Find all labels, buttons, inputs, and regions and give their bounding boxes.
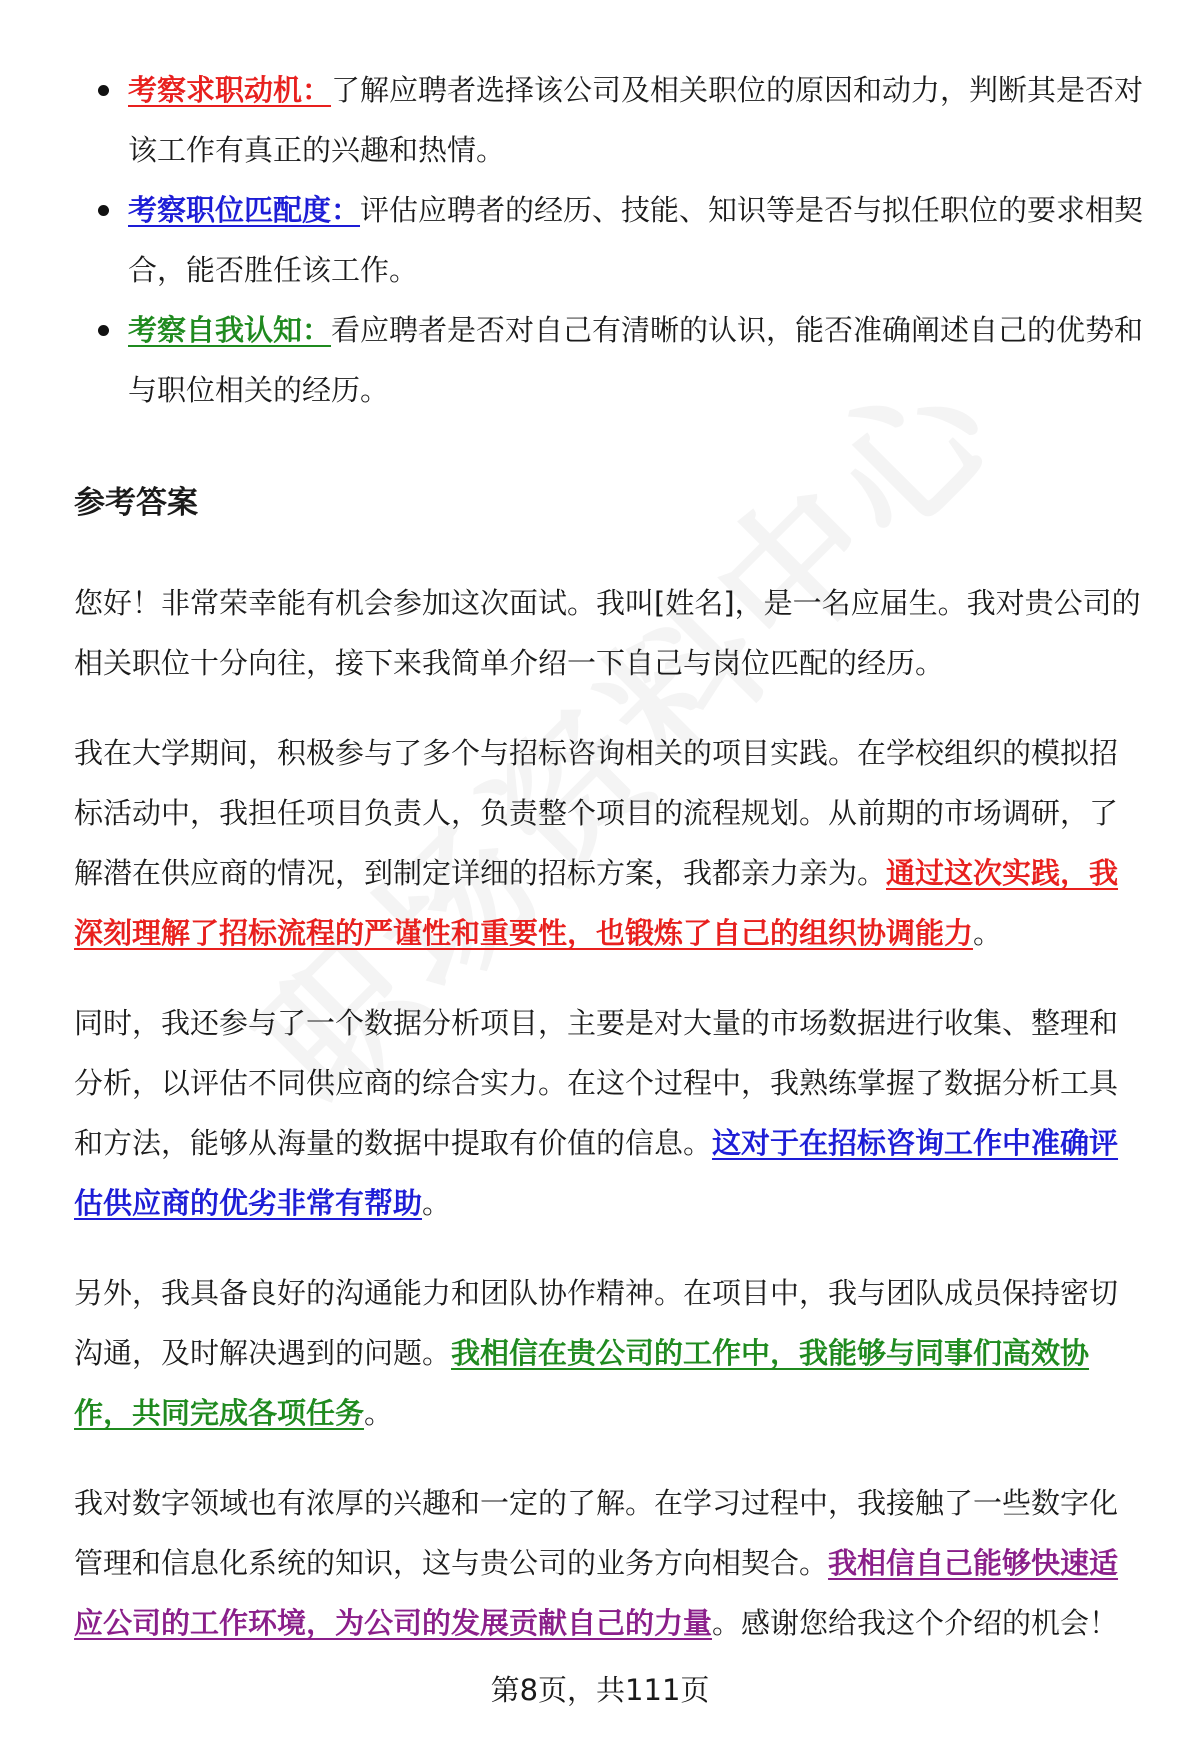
bullet-item-self-awareness (74, 300, 1144, 420)
paragraph-tail: 。感谢您给我这个介绍的机会！ (712, 1606, 1119, 1640)
paragraph-text: 同时，我还参与了一个数据分析项目，主要是对大量的市场数据进行收集、整理和分析，以评估不同供应商的综合实力。在这个过程中，我熟练掌握了数据分析工具和方法，能够从海量的数据中提取有价值的信息。 (74, 1006, 1119, 1160)
answer-paragraph-intro (74, 573, 1144, 693)
paragraph-highlight: 我相信自己能够快速适应公司的工作环境，为公司的发展贡献自己的力量 (74, 1546, 1119, 1640)
page-number: 第8页，共111页 (490, 1673, 710, 1707)
paragraph-tail: 。 (422, 1186, 452, 1220)
bullet-text-job-fit: 评估应聘者的经历、技能、知识等是否与拟任职位的要求相契合，能否胜任该工作。 (128, 193, 1144, 287)
paragraph-highlight: 通过这次实践，我深刻理解了招标流程的严谨性和重要性，也锻炼了自己的组织协调能力 (74, 856, 1119, 950)
paragraph-text: 您好！非常荣幸能有机会参加这次面试。我叫[姓名]，是一名应届生。我对贵公司的相关职位十分向往，接下来我简单介绍一下自己与岗位匹配的经历。 (74, 586, 1141, 680)
answer-paragraph-bidding (74, 723, 1144, 963)
section-heading: 参考答案 (74, 485, 198, 521)
paragraph-text: 我对数字领域也有浓厚的兴趣和一定的了解。在学习过程中，我接触了一些数字化管理和信息化系统的知识，这与贵公司的业务方向相契合。 (74, 1486, 1119, 1580)
paragraph-highlight: 这对于在招标咨询工作中准确评估供应商的优劣非常有帮助 (74, 1126, 1119, 1220)
answer-paragraph-digital (74, 1473, 1144, 1653)
answer-paragraph-teamwork (74, 1263, 1144, 1443)
paragraph-text: 另外，我具备良好的沟通能力和团队协作精神。在项目中，我与团队成员保持密切沟通，及时解决遇到的问题。 (74, 1276, 1119, 1370)
paragraph-text: 我在大学期间，积极参与了多个与招标咨询相关的项目实践。在学校组织的模拟招标活动中，我担任项目负责人，负责整个项目的流程规划。从前期的市场调研，了解潜在供应商的情况，到制定详细的招标方案，我都亲力亲为。 (74, 736, 1119, 890)
bullet-item-job-fit (74, 180, 1144, 300)
bullet-text-self-awareness: 看应聘者是否对自己有清晰的认识，能否准确阐述自己的优势和与职位相关的经历。 (128, 313, 1144, 407)
document-body (74, 60, 1144, 1683)
paragraph-tail: 。 (364, 1396, 394, 1430)
paragraph-highlight: 我相信在贵公司的工作中，我能够与同事们高效协作，共同完成各项任务 (74, 1336, 1090, 1430)
bullet-keyword-job-fit: 考察职位匹配度： (128, 193, 361, 227)
paragraph-tail: 。 (973, 916, 1003, 950)
bullet-text-motivation: 了解应聘者选择该公司及相关职位的原因和动力，判断其是否对该工作有真正的兴趣和热情。 (128, 73, 1144, 167)
bullet-keyword-self-awareness: 考察自我认知： (128, 313, 332, 347)
bullet-item-motivation (74, 60, 1144, 180)
answer-paragraph-data-analysis (74, 993, 1144, 1233)
assessment-points-list (74, 60, 1144, 420)
bullet-keyword-motivation: 考察求职动机： (128, 73, 332, 107)
